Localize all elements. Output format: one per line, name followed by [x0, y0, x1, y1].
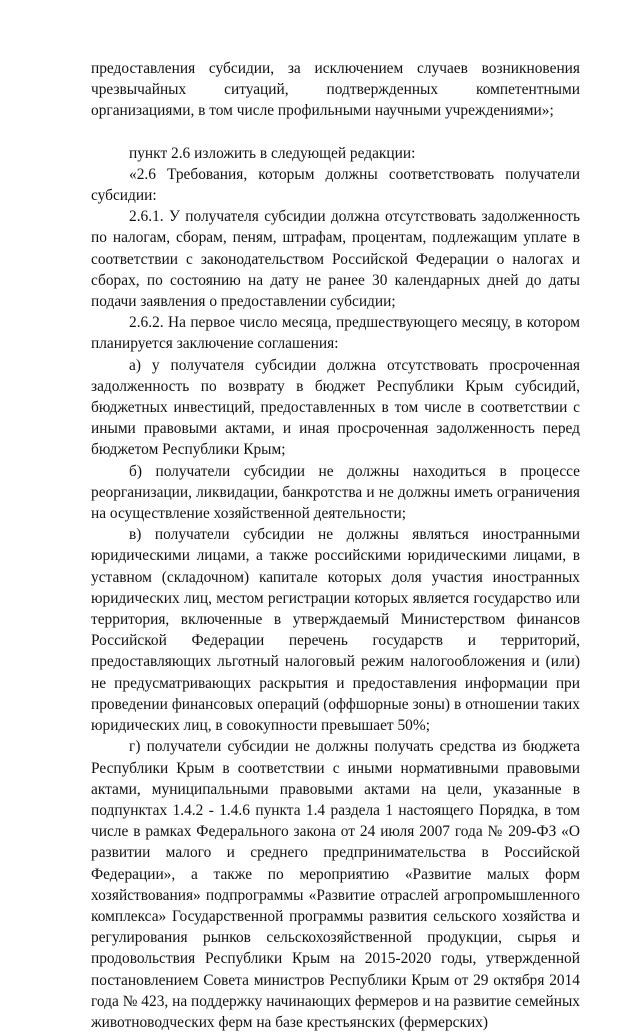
- paragraph-item-b: б) получатели субсидии не должны находиться в процессе реорганизации, ликвидации, банкротства и не должны иметь ограничения на осуществление хозяйственной деятельности;: [91, 462, 580, 523]
- paragraph-amend-2-6: пункт 2.6 изложить в следующей редакции:: [129, 144, 416, 162]
- paragraph-item-v: в) получатели субсидии не должны являться иностранными юридическими лицами, а также российскими юридическими лицами, в уставном (складочном) капитале которых доля участия иностранных юридических лиц, местом регистрации которых является государство или территория, включенные в утверждаемый Министерством финансов Российской Федерации перечень государств и территорий, предоставляющих льготный налоговый режим налогообложения и (или) не предусматривающих раскрытия и предоставления информации при проведении финансовых операций (оффшорные зоны) в отношении таких юридических лиц, в совокупности превышает 50%;: [91, 526, 580, 735]
- paragraph-item-g: г) получатели субсидии не должны получать средства из бюджета Республики Крым в соответствии с иными нормативными правовыми актами, муниципальными правовыми актами на цели, указанные в подпунктах 1.4.2 - 1.4.6 пункта 1.4 раздела 1 настоящего Порядка, в том числе в рамках Федерального закона от 24 июля 2007 года № 209-ФЗ «О развитии малого и среднего предпринимательства в Российской Федерации», а также по мероприятию «Развитие малых форм хозяйствования» подпрограммы «Развитие отраслей агропромышленного комплекса» Государственной программы развития сельского хозяйства и регулирования рынков сельскохозяйственной продукции, сырья и продовольствия Республики Крым на 2015-2020 годы, утвержденной постановлением Совета министров Республики Крым от 29 октября 2014 года № 423, на поддержку начинающих фермеров и на развитие семейных животноводческих ферм на базе крестьянских (фермерских): [91, 738, 580, 1031]
- paragraph-2-6-2: 2.6.2. На первое число месяца, предшествующего месяцу, в котором планируется заключение соглашения:: [91, 314, 580, 353]
- paragraph-subsidy-exception: предоставления субсидии, за исключением случаев возникновения чрезвычайных ситуаций, подтвержденных компетентными организациями, в том числе профильными научными учреждениями»;: [91, 60, 580, 120]
- document-body: [91, 58, 580, 1033]
- paragraph-2-6-1: 2.6.1. У получателя субсидии должна отсутствовать задолженность по налогам, сборам, пеням, штрафам, процентам, подлежащим уплате в соответствии с законодательством Российской Федерации о налогах и сборах, по состоянию на дату не ранее 30 календарных дней до даты подачи заявления о предоставлении субсидии;: [91, 208, 580, 311]
- paragraph-spacer: [91, 122, 580, 143]
- paragraph-2-6-heading: «2.6 Требования, которым должны соответствовать получатели субсидии:: [91, 165, 580, 205]
- paragraph-item-a: а) у получателя субсидии должна отсутствовать просроченная задолженность по возврату в бюджет Республики Крым субсидий, бюджетных инвестиций, предоставленных в том числе в соответствии с иными правовыми актами, и иная просроченная задолженность перед бюджетом Республики Крым;: [91, 356, 580, 459]
